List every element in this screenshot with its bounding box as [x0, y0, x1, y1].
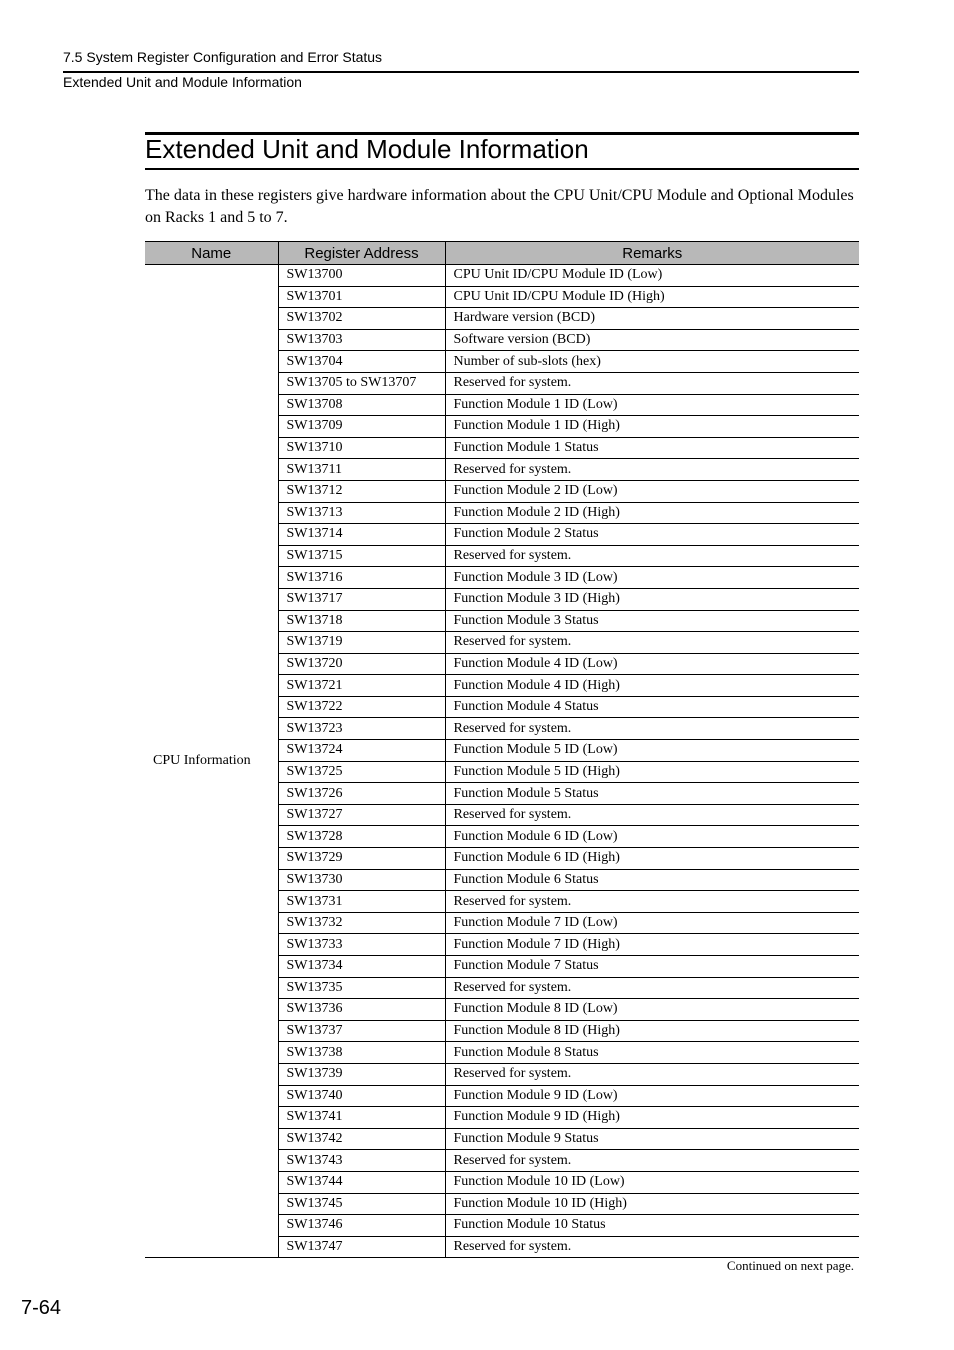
register-table — [145, 241, 859, 1258]
remarks-cell: Function Module 5 Status — [445, 783, 859, 805]
register-address-cell: SW13701 — [278, 286, 445, 308]
column-header-register-address: Register Address — [278, 242, 445, 265]
remarks-cell: Function Module 4 ID (Low) — [445, 653, 859, 675]
remarks-cell: Function Module 9 Status — [445, 1128, 859, 1150]
remarks-cell: Reserved for system. — [445, 632, 859, 654]
register-address-cell: SW13703 — [278, 329, 445, 351]
remarks-cell: Function Module 2 ID (Low) — [445, 480, 859, 502]
table-body — [145, 265, 859, 1258]
register-address-cell: SW13704 — [278, 351, 445, 373]
register-address-cell: SW13715 — [278, 545, 445, 567]
register-address-cell: SW13705 to SW13707 — [278, 372, 445, 394]
remarks-cell: Function Module 5 ID (High) — [445, 761, 859, 783]
remarks-cell: Function Module 3 ID (High) — [445, 588, 859, 610]
register-address-cell: SW13731 — [278, 891, 445, 913]
remarks-cell: Reserved for system. — [445, 718, 859, 740]
register-address-cell: SW13736 — [278, 999, 445, 1021]
remarks-cell: CPU Unit ID/CPU Module ID (Low) — [445, 265, 859, 287]
table-header-row — [145, 242, 859, 265]
remarks-cell: Function Module 4 Status — [445, 696, 859, 718]
register-address-cell: SW13700 — [278, 265, 445, 287]
remarks-cell: Function Module 5 ID (Low) — [445, 740, 859, 762]
register-address-cell: SW13724 — [278, 740, 445, 762]
remarks-cell: Reserved for system. — [445, 1236, 859, 1258]
register-address-cell: SW13719 — [278, 632, 445, 654]
register-address-cell: SW13720 — [278, 653, 445, 675]
remarks-cell: Function Module 6 Status — [445, 869, 859, 891]
register-address-cell: SW13723 — [278, 718, 445, 740]
remarks-cell: Function Module 1 ID (Low) — [445, 394, 859, 416]
remarks-cell: CPU Unit ID/CPU Module ID (High) — [445, 286, 859, 308]
remarks-cell: Reserved for system. — [445, 545, 859, 567]
remarks-cell: Function Module 9 ID (Low) — [445, 1085, 859, 1107]
register-address-cell: SW13742 — [278, 1128, 445, 1150]
register-address-cell: SW13741 — [278, 1107, 445, 1129]
remarks-cell: Function Module 4 ID (High) — [445, 675, 859, 697]
register-address-cell: SW13743 — [278, 1150, 445, 1172]
register-address-cell: SW13722 — [278, 696, 445, 718]
remarks-cell: Reserved for system. — [445, 1063, 859, 1085]
table-row — [145, 265, 859, 287]
register-address-cell: SW13713 — [278, 502, 445, 524]
register-address-cell: SW13708 — [278, 394, 445, 416]
register-address-cell: SW13730 — [278, 869, 445, 891]
remarks-cell: Reserved for system. — [445, 372, 859, 394]
register-address-cell: SW13721 — [278, 675, 445, 697]
remarks-cell: Reserved for system. — [445, 804, 859, 826]
register-address-cell: SW13746 — [278, 1215, 445, 1237]
register-address-cell: SW13738 — [278, 1042, 445, 1064]
register-address-cell: SW13717 — [278, 588, 445, 610]
remarks-cell: Function Module 7 ID (High) — [445, 934, 859, 956]
remarks-cell: Function Module 8 ID (High) — [445, 1020, 859, 1042]
remarks-cell: Function Module 7 ID (Low) — [445, 912, 859, 934]
remarks-cell: Function Module 2 Status — [445, 524, 859, 546]
register-address-cell: SW13711 — [278, 459, 445, 481]
register-address-cell: SW13726 — [278, 783, 445, 805]
remarks-cell: Reserved for system. — [445, 459, 859, 481]
remarks-cell: Reserved for system. — [445, 891, 859, 913]
register-address-cell: SW13725 — [278, 761, 445, 783]
remarks-cell: Function Module 7 Status — [445, 956, 859, 978]
intro-paragraph: The data in these registers give hardware information about the CPU Unit/CPU Module and Optional Modules on Racks 1 and 5 to 7. — [145, 187, 854, 226]
remarks-cell: Function Module 8 ID (Low) — [445, 999, 859, 1021]
remarks-cell: Function Module 2 ID (High) — [445, 502, 859, 524]
remarks-cell: Function Module 10 ID (High) — [445, 1193, 859, 1215]
register-address-cell: SW13734 — [278, 956, 445, 978]
remarks-cell: Function Module 3 ID (Low) — [445, 567, 859, 589]
register-address-cell: SW13709 — [278, 416, 445, 438]
register-address-cell: SW13732 — [278, 912, 445, 934]
register-address-cell: SW13727 — [278, 804, 445, 826]
register-address-cell: SW13747 — [278, 1236, 445, 1258]
group-name-cell: CPU Information — [145, 265, 278, 1258]
header-subsection: Extended Unit and Module Information — [63, 74, 302, 90]
register-address-cell: SW13716 — [278, 567, 445, 589]
remarks-cell: Function Module 6 ID (High) — [445, 848, 859, 870]
register-address-cell: SW13735 — [278, 977, 445, 999]
register-address-cell: SW13712 — [278, 480, 445, 502]
register-address-cell: SW13733 — [278, 934, 445, 956]
remarks-cell: Function Module 6 ID (Low) — [445, 826, 859, 848]
remarks-cell: Function Module 10 ID (Low) — [445, 1171, 859, 1193]
register-address-cell: SW13714 — [278, 524, 445, 546]
remarks-cell: Hardware version (BCD) — [445, 308, 859, 330]
register-address-cell: SW13744 — [278, 1171, 445, 1193]
register-address-cell: SW13728 — [278, 826, 445, 848]
register-address-cell: SW13737 — [278, 1020, 445, 1042]
remarks-cell: Function Module 9 ID (High) — [445, 1107, 859, 1129]
header-section: 7.5 System Register Configuration and Error Status — [63, 49, 383, 65]
remarks-cell: Reserved for system. — [445, 1150, 859, 1172]
remarks-cell: Function Module 10 Status — [445, 1215, 859, 1237]
register-address-cell: SW13702 — [278, 308, 445, 330]
remarks-cell: Reserved for system. — [445, 977, 859, 999]
register-address-cell: SW13710 — [278, 437, 445, 459]
remarks-cell: Function Module 8 Status — [445, 1042, 859, 1064]
header-rule — [63, 71, 859, 73]
remarks-cell: Function Module 1 ID (High) — [445, 416, 859, 438]
column-header-remarks: Remarks — [445, 242, 859, 265]
continued-note: Continued on next page. — [726, 1258, 854, 1273]
register-address-cell: SW13729 — [278, 848, 445, 870]
remarks-cell: Software version (BCD) — [445, 329, 859, 351]
register-address-cell: SW13740 — [278, 1085, 445, 1107]
page-number: 7-64 — [21, 1297, 62, 1319]
remarks-cell: Function Module 1 Status — [445, 437, 859, 459]
register-address-cell: SW13739 — [278, 1063, 445, 1085]
remarks-cell: Function Module 3 Status — [445, 610, 859, 632]
title-bottom-rule — [145, 168, 859, 170]
column-header-name: Name — [145, 242, 278, 265]
page-title: Extended Unit and Module Information — [145, 134, 589, 164]
register-address-cell: SW13718 — [278, 610, 445, 632]
remarks-cell: Number of sub-slots (hex) — [445, 351, 859, 373]
register-address-cell: SW13745 — [278, 1193, 445, 1215]
